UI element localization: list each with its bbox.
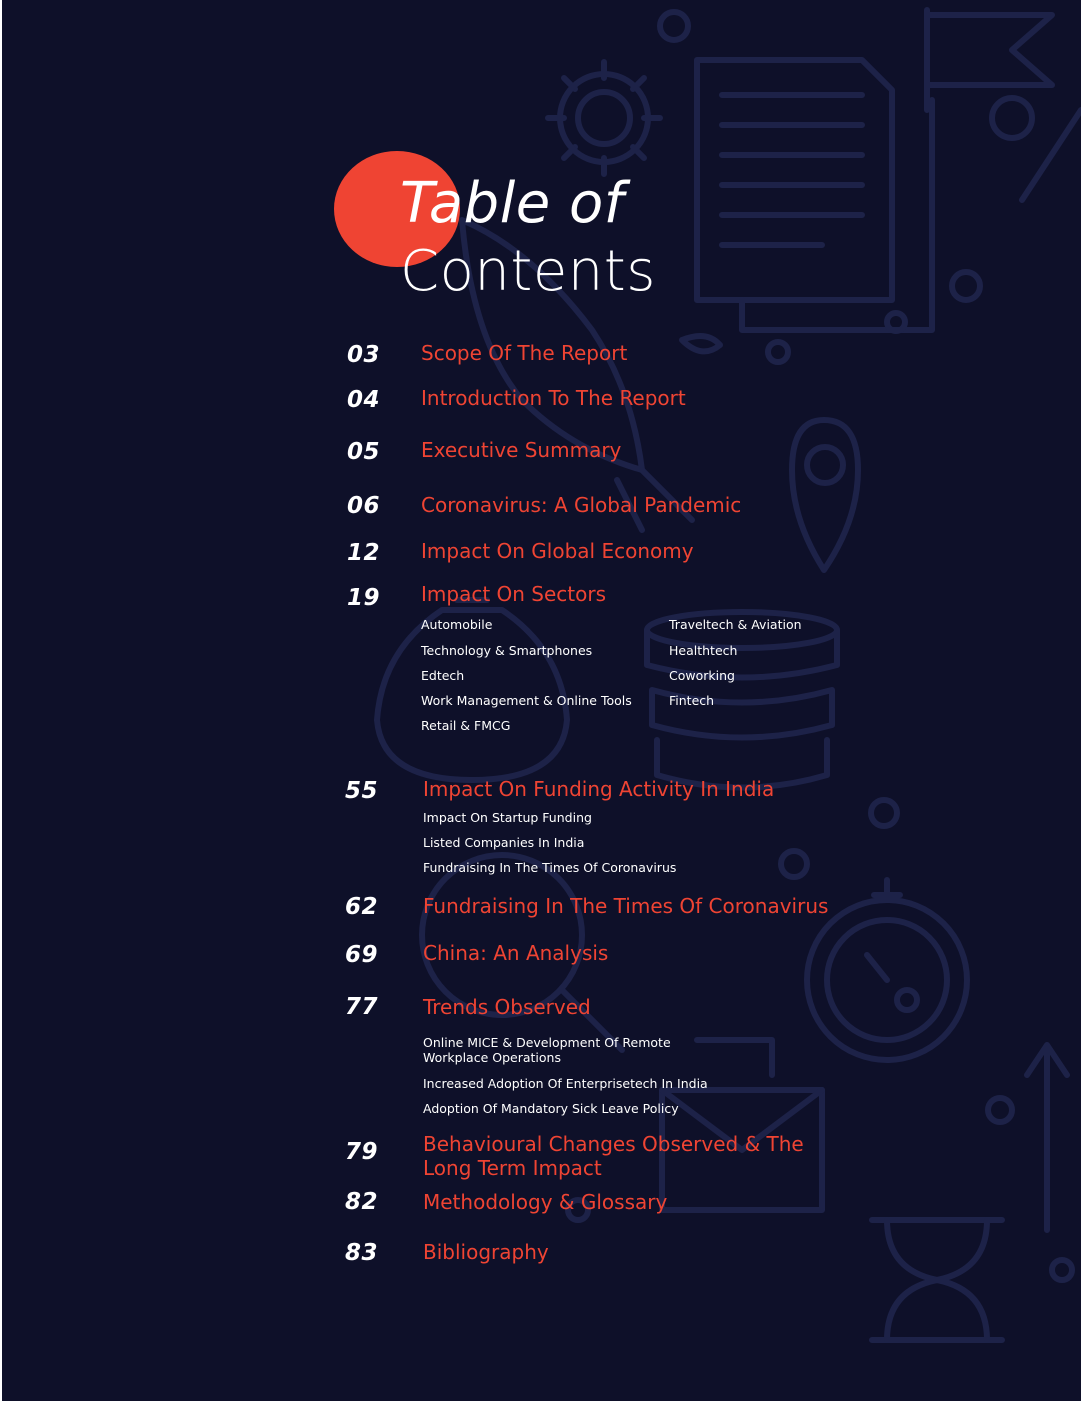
toc-subentry-healthtech[interactable]: Healthtech xyxy=(669,643,738,658)
toc-entry-fundraising-coronavirus[interactable]: Fundraising In The Times Of Coronavirus xyxy=(423,894,829,918)
toc-subentry-traveltech-aviation[interactable]: Traveltech & Aviation xyxy=(669,617,802,632)
toc-subentry-retail-fmcg[interactable]: Retail & FMCG xyxy=(421,718,511,733)
toc-subentry-technology-smartphones[interactable]: Technology & Smartphones xyxy=(421,643,593,658)
toc-subentry-coworking[interactable]: Coworking xyxy=(669,668,735,683)
flag-doodle-icon xyxy=(927,10,1081,200)
toc-entry-impact-on-sectors[interactable]: Impact On Sectors xyxy=(421,582,607,606)
toc-page-number: 79 xyxy=(345,1139,379,1165)
toc-subentry-online-mice-line2[interactable]: Workplace Operations xyxy=(423,1050,561,1065)
toc-page xyxy=(2,0,1081,1401)
toc-page-number: 55 xyxy=(345,778,379,804)
page-title xyxy=(400,170,656,306)
toc-page-number: 69 xyxy=(345,942,379,968)
arrow-doodle-icon xyxy=(1027,1045,1067,1230)
toc-page-number: 82 xyxy=(345,1189,379,1215)
toc-entry-trends-observed[interactable]: Trends Observed xyxy=(423,995,591,1019)
toc-subentry-listed-companies[interactable]: Listed Companies In India xyxy=(423,835,585,850)
toc-subentry-online-mice[interactable]: Online MICE & Development Of Remote xyxy=(423,1035,671,1050)
stopwatch-doodle-icon xyxy=(807,880,967,1060)
gear-doodle-icon xyxy=(548,62,660,174)
toc-page-number: 62 xyxy=(345,894,379,920)
toc-entry-introduction[interactable]: Introduction To The Report xyxy=(421,386,686,410)
toc-page-number: 83 xyxy=(345,1240,379,1266)
document-doodle-icon xyxy=(697,60,932,330)
toc-entry-global-economy[interactable]: Impact On Global Economy xyxy=(421,539,694,563)
toc-entry-executive-summary[interactable]: Executive Summary xyxy=(421,438,622,462)
envelope-doodle-icon xyxy=(662,1040,822,1210)
toc-subentry-automobile[interactable]: Automobile xyxy=(421,617,493,632)
toc-page-number: 06 xyxy=(347,493,381,519)
toc-subentry-sick-leave[interactable]: Adoption Of Mandatory Sick Leave Policy xyxy=(423,1101,679,1116)
toc-page-number: 03 xyxy=(347,342,381,368)
toc-page-number: 19 xyxy=(347,585,381,611)
toc-page-number: 05 xyxy=(347,439,381,465)
toc-subentry-fintech[interactable]: Fintech xyxy=(669,693,715,708)
toc-entry-bibliography[interactable]: Bibliography xyxy=(423,1240,549,1264)
toc-entry-methodology-glossary[interactable]: Methodology & Glossary xyxy=(423,1190,668,1214)
hourglass-doodle-icon xyxy=(872,1220,1002,1340)
toc-page-number: 77 xyxy=(345,994,379,1020)
toc-entry-funding-activity-india[interactable]: Impact On Funding Activity In India xyxy=(423,777,775,801)
toc-page-number: 12 xyxy=(347,540,381,566)
toc-subentry-startup-funding[interactable]: Impact On Startup Funding xyxy=(423,810,592,825)
toc-subentry-fundraising[interactable]: Fundraising In The Times Of Coronavirus xyxy=(423,860,677,875)
toc-entry-behavioural-changes[interactable]: Behavioural Changes Observed & The xyxy=(423,1132,804,1156)
toc-subentry-enterprisetech[interactable]: Increased Adoption Of Enterprisetech In India xyxy=(423,1076,708,1091)
toc-entry-scope[interactable]: Scope Of The Report xyxy=(421,341,628,365)
toc-page-number: 04 xyxy=(347,387,381,413)
pin-doodle-icon xyxy=(792,420,858,570)
toc-entry-coronavirus-pandemic[interactable]: Coronavirus: A Global Pandemic xyxy=(421,493,742,517)
toc-entry-china-analysis[interactable]: China: An Analysis xyxy=(423,941,609,965)
toc-subentry-edtech[interactable]: Edtech xyxy=(421,668,465,683)
title-line-2: Contents xyxy=(400,239,656,304)
toc-entry-behavioural-changes-line2[interactable]: Long Term Impact xyxy=(423,1156,602,1180)
title-line-1: Table of xyxy=(400,171,624,236)
toc-subentry-work-management[interactable]: Work Management & Online Tools xyxy=(421,693,632,708)
